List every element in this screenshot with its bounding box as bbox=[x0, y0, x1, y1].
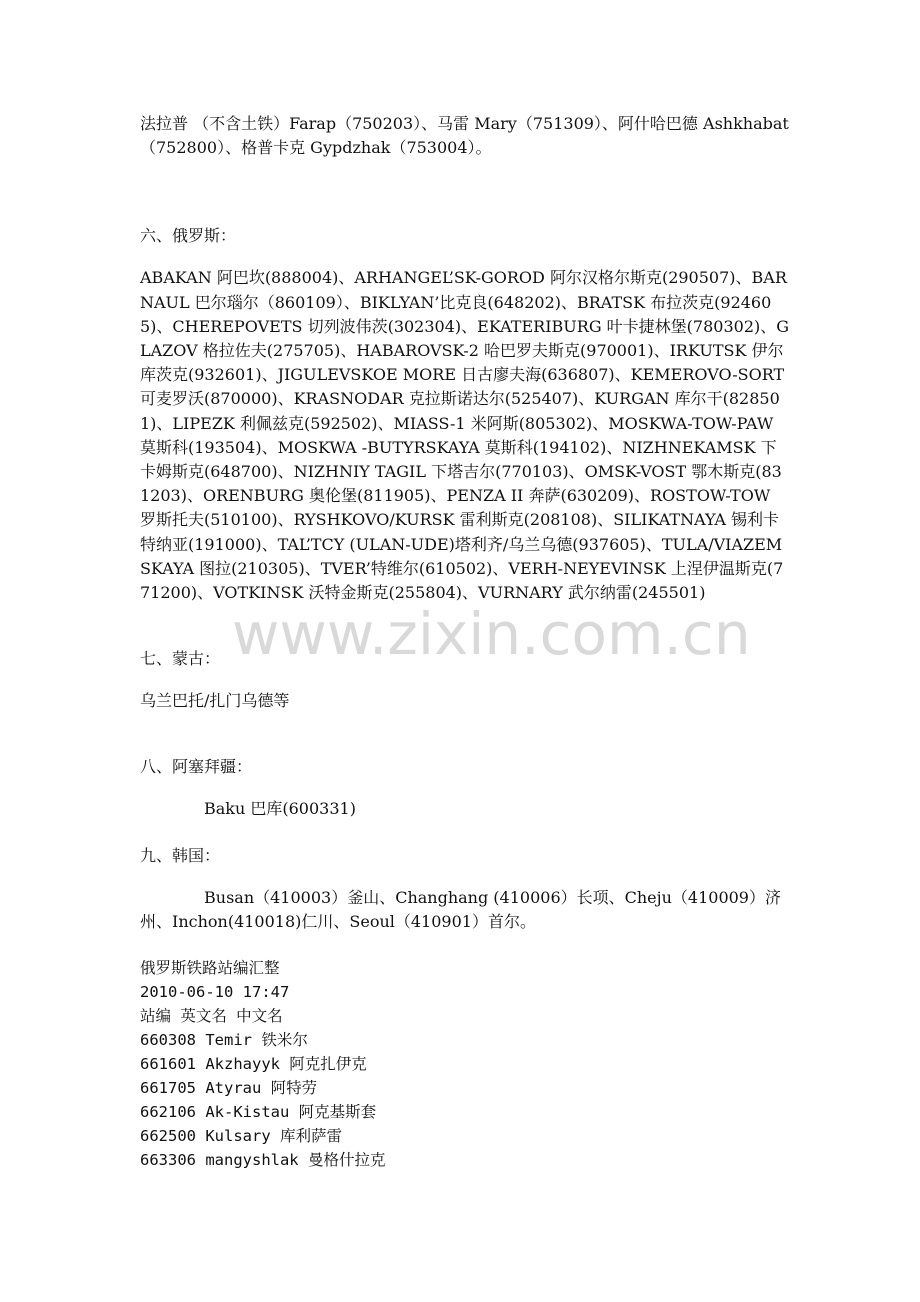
section-body-russia: ABAKAN 阿巴坎(888004)、ARHANGEL’SK-GOROD 阿尔汉格尔斯克(290507)、BARNAUL 巴尔瑙尔（860109）、BIKLYAN’比克良(648202)、BRATSK 布拉茨克(924605)、CHEREPOVETS 切列波伟茨(302304)、EKATERIBURG 叶卡捷林堡(780302)、GLAZOV 格拉佐夫(275705)、HABAROVSK-2 哈巴罗夫斯克(970001)、IRKUTSK 伊尔库茨克(932601)、JIGULEVSKOE MORE 日古廖夫海(636807)、KEMEROVO-SORT 可麦罗沃(870000)、KRASNODAR 克拉斯诺达尔(525407)、KURGAN 库尔干(828501)、LIPEZK 利佩兹克(592502)、MIASS-1 米阿斯(805302)、MOSKWA-TOW-PAW 莫斯科(193504)、MOSKWA -BUTYRSKAYA 莫斯科(194102)、NIZHNEKAMSK 下卡姆斯克(648700)、NIZHNIY TAGIL 下塔吉尔(770103)、OMSK-VOST 鄂木斯克(831203)、ORENBURG 奥伦堡(811905)、PENZA II 奔萨(630209)、ROSTOW-TOW 罗斯托夫(510100)、RYSHKOVO/KURSK 雷利斯克(208108)、SILIKATNAYA 锡利卡特纳亚(191000)、TAL’TCY (ULAN-UDE)塔利齐/乌兰乌德(937605)、TULA/VIAZEMSKAYA 图拉(210305)、TVER’特维尔(610502)、VERH-NEYEVINSK 上涅伊温斯克(771200)、VOTKINSK 沃特金斯克(255804)、VURNARY 武尔纳雷(245501) bbox=[140, 268, 790, 603]
compilation-title: 俄罗斯铁路站编汇整 bbox=[140, 959, 280, 978]
station-row: 662500 Kulsary 库利萨雷 bbox=[140, 1127, 342, 1146]
section-heading-korea: 九、韩国： bbox=[140, 845, 221, 865]
station-row: 661601 Akzhayyk 阿克扎伊克 bbox=[140, 1055, 367, 1074]
document-page bbox=[140, 112, 790, 1172]
compilation-header: 站编 英文名 中文名 bbox=[140, 1007, 283, 1026]
section-heading-russia: 六、俄罗斯： bbox=[140, 226, 237, 246]
compilation-datetime: 2010-06-10 17:47 bbox=[140, 983, 290, 1002]
station-compilation bbox=[140, 956, 790, 1172]
section-body-azerbaijan: Baku 巴库(600331) bbox=[204, 799, 356, 819]
section-body-korea: Busan（410003）釜山、Changhang (410006）长项、Cheju（410009）济州、Inchon(410018)仁川、Seoul（410901）首尔。 bbox=[140, 887, 781, 931]
station-row: 663306 mangyshlak 曼格什拉克 bbox=[140, 1151, 386, 1170]
section-heading-mongolia: 七、蒙古： bbox=[140, 649, 221, 669]
intro-paragraph: 法拉普 （不含土铁）Farap（750203）、马雷 Mary（751309）、阿什哈巴德 Ashkhabat（752800）、格普卡克 Gypdzhak（753004）。 bbox=[140, 114, 789, 158]
station-row: 661705 Atyrau 阿特劳 bbox=[140, 1079, 318, 1098]
station-row: 660308 Temir 铁米尔 bbox=[140, 1031, 308, 1050]
section-body-mongolia: 乌兰巴托/扎门乌德等 bbox=[140, 691, 290, 711]
watermark-text: www.zixin.com.cn bbox=[232, 600, 751, 668]
section-heading-azerbaijan: 八、阿塞拜疆： bbox=[140, 757, 253, 777]
station-row: 662106 Ak-Kistau 阿克基斯套 bbox=[140, 1103, 377, 1122]
